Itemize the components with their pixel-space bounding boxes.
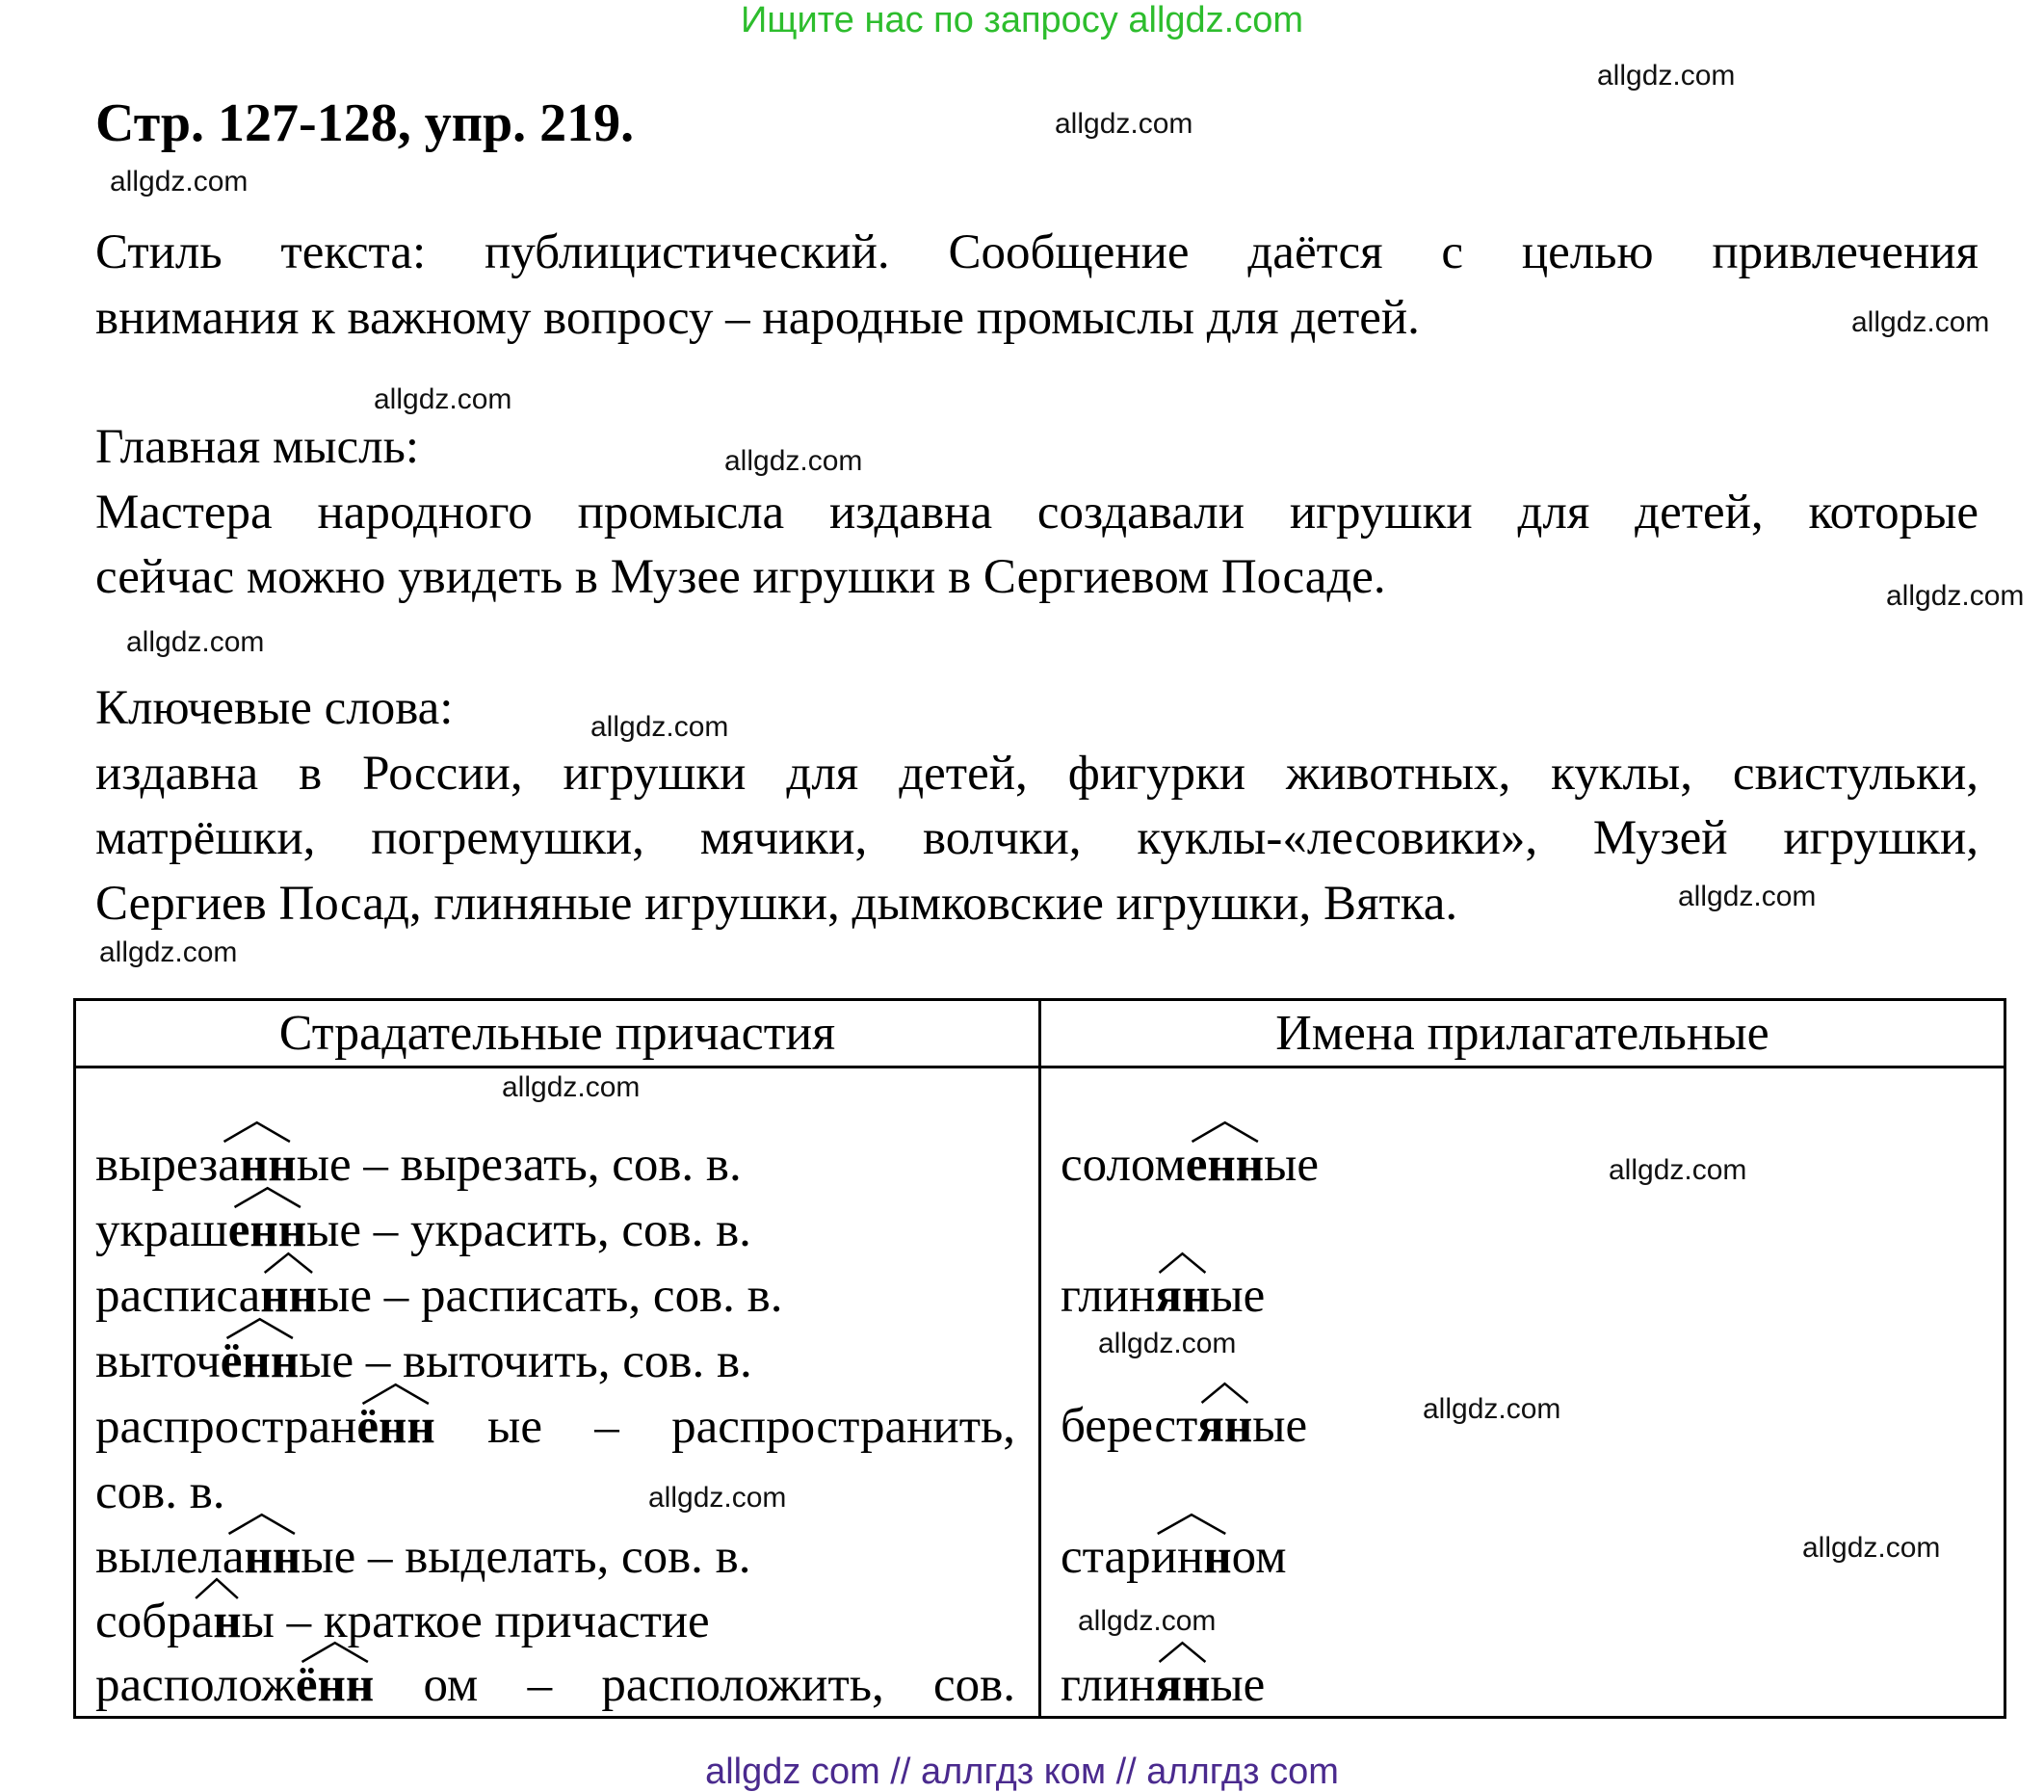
table-cell-word	[95, 1398, 1015, 1456]
word-rest: ом – расположить, сов.	[423, 1658, 1016, 1712]
word-stem: солом	[1061, 1138, 1186, 1192]
suffix-arc-icon	[221, 1317, 299, 1338]
suffix-arc-icon	[1151, 1513, 1232, 1534]
suffix-with-arc	[1186, 1136, 1264, 1194]
watermark-text: allgdz.com	[374, 383, 512, 415]
suffix-with-arc	[221, 1332, 299, 1390]
suffix-bold: ённ	[356, 1400, 435, 1454]
suffix-bold: ённ	[220, 1334, 300, 1388]
table-cell-word	[95, 1463, 225, 1521]
search-banner-link[interactable]: Ищите нас по запросу allgdz.com	[740, 0, 1303, 40]
word-rest: ые	[1264, 1138, 1320, 1192]
suffix-arc-icon	[1186, 1120, 1264, 1142]
word-rest: ые – украсить, сов. в.	[306, 1203, 751, 1257]
watermark-text: allgdz.com	[99, 936, 238, 968]
keywords-line: матрёшки, погремушки, мячики, волчки, куклы-«лесовики», Музей игрушки,	[95, 811, 1978, 865]
watermark-text: allgdz.com	[1597, 60, 1736, 92]
watermark-text: allgdz.com	[1609, 1154, 1747, 1186]
exercise-title: Стр. 127-128, упр. 219.	[95, 93, 635, 153]
suffix-arc-icon	[192, 1577, 242, 1598]
suffix-plain: ин	[1150, 1530, 1204, 1584]
word-stem: собр	[95, 1594, 192, 1648]
word-rest: ы – краткое причастие	[241, 1594, 710, 1648]
watermark-text: allgdz.com	[502, 1071, 641, 1103]
suffix-bold: н	[213, 1594, 242, 1648]
word-rest: ые	[1252, 1399, 1308, 1453]
header-divider	[76, 1066, 2004, 1068]
watermark-text: allgdz.com	[126, 626, 265, 658]
watermark-text: allgdz.com	[1886, 580, 2025, 612]
suffix-bold: нн	[244, 1530, 301, 1584]
suffix-bold: ённ	[295, 1658, 375, 1712]
suffix-arc-icon	[218, 1120, 296, 1142]
table-cell-word	[95, 1656, 1015, 1714]
suffix-bold: нн	[260, 1269, 318, 1323]
suffix-with-arc	[1197, 1397, 1252, 1455]
suffix-with-arc	[218, 1136, 296, 1194]
word-rest: ом	[1231, 1530, 1287, 1584]
watermark-text: allgdz.com	[1098, 1328, 1237, 1359]
suffix-arc-icon	[260, 1252, 317, 1273]
suffix-bold: ян	[1197, 1399, 1253, 1453]
watermark-text: allgdz.com	[1802, 1532, 1941, 1564]
table-cell-word	[1061, 1136, 1319, 1194]
main-idea-line: сейчас можно увидеть в Музее игрушки в Сергиевом Посаде.	[95, 550, 1386, 604]
suffix-arc-icon	[296, 1641, 374, 1662]
watermark-text: allgdz.com	[1678, 881, 1817, 912]
suffix-with-arc	[228, 1201, 306, 1259]
table-cell-word	[95, 1267, 782, 1325]
suffix-bold: нн	[239, 1138, 297, 1192]
watermark-text: allgdz.com	[1423, 1393, 1561, 1425]
main-idea-line: Мастера народного промысла издавна создавали игрушки для детей, которые	[95, 486, 1978, 540]
word-rest: ые – распространить,	[487, 1400, 1015, 1454]
style-paragraph-line: внимания к важному вопросу – народные промыслы для детей.	[95, 291, 1420, 345]
suffix-plain: а	[222, 1530, 245, 1584]
table-cell-word	[1061, 1397, 1307, 1455]
suffix-with-arc	[260, 1267, 317, 1325]
word-stem: располож	[95, 1658, 296, 1712]
word-stem: украш	[95, 1203, 228, 1257]
keywords-line: Сергиев Посад, глиняные игрушки, дымковские игрушки, Вятка.	[95, 877, 1458, 931]
suffix-with-arc	[1151, 1528, 1232, 1586]
keywords-line: издавна в России, игрушки для детей, фигурки животных, куклы, свистульки,	[95, 747, 1978, 801]
suffix-plain: а	[191, 1594, 214, 1648]
suffix-with-arc	[1155, 1656, 1210, 1714]
word-rest: ые – расписать, сов. в.	[317, 1269, 783, 1323]
participles-table	[73, 998, 2006, 1719]
suffix-arc-icon	[223, 1513, 301, 1534]
watermark-text: allgdz.com	[1851, 306, 1990, 338]
suffix-arc-icon	[356, 1383, 434, 1404]
word-rest: ые – вырезать, сов. в.	[296, 1138, 742, 1192]
word-stem: глин	[1061, 1269, 1156, 1323]
table-cell-word	[95, 1332, 752, 1390]
table-cell-word	[95, 1593, 710, 1650]
suffix-arc-icon	[1197, 1382, 1252, 1403]
footer-links[interactable]: allgdz com // аллгдз ком // аллгдз com	[705, 1752, 1339, 1792]
suffix-bold: енн	[227, 1203, 307, 1257]
watermark-text: allgdz.com	[590, 711, 729, 743]
word-stem: стар	[1061, 1530, 1151, 1584]
style-paragraph-line: Стиль текста: публицистический. Сообщение даётся с целью привлечения	[95, 225, 1978, 279]
word-stem: берест	[1061, 1399, 1198, 1453]
suffix-bold: ян	[1155, 1658, 1211, 1712]
suffix-with-arc	[192, 1593, 242, 1650]
table-cell-word	[95, 1201, 751, 1259]
keywords-heading: Ключевые слова:	[95, 681, 454, 735]
suffix-with-arc	[1155, 1267, 1210, 1325]
table-cell-word	[1061, 1656, 1265, 1714]
table-cell-word	[1061, 1267, 1265, 1325]
suffix-with-arc	[356, 1398, 434, 1456]
suffix-with-arc	[296, 1656, 374, 1714]
watermark-text: allgdz.com	[724, 445, 863, 477]
watermark-text: allgdz.com	[648, 1482, 787, 1514]
suffix-arc-icon	[1155, 1252, 1210, 1273]
word-stem: распростран	[95, 1400, 357, 1454]
watermark-text: allgdz.com	[1078, 1605, 1217, 1637]
word-stem: глин	[1061, 1658, 1156, 1712]
word-stem: вырез	[95, 1138, 219, 1192]
table-cell-word	[95, 1136, 742, 1194]
word-stem: вылел	[95, 1530, 223, 1584]
suffix-plain: а	[218, 1138, 240, 1192]
word-stem: расписа	[95, 1269, 261, 1323]
watermark-text: allgdz.com	[1055, 108, 1193, 140]
header-adjectives: Имена прилагательные	[1275, 1006, 1769, 1061]
word-rest: ые	[1210, 1658, 1266, 1712]
suffix-arc-icon	[228, 1186, 306, 1207]
suffix-bold: ян	[1155, 1269, 1211, 1323]
word-rest: сов. в.	[95, 1465, 225, 1519]
word-rest: ые – выточить, сов. в.	[299, 1334, 752, 1388]
table-cell-word	[1061, 1528, 1286, 1586]
watermark-text: allgdz.com	[110, 166, 249, 198]
suffix-bold: н	[1203, 1530, 1232, 1584]
suffix-arc-icon	[1155, 1641, 1210, 1662]
word-rest: ые	[1210, 1269, 1266, 1323]
column-divider	[1038, 1001, 1041, 1716]
suffix-bold: енн	[1185, 1138, 1265, 1192]
word-rest: ые – выделать, сов. в.	[301, 1530, 751, 1584]
word-stem: выточ	[95, 1334, 221, 1388]
header-passive-participles: Страдательные причастия	[278, 1006, 836, 1061]
main-idea-heading: Главная мысль:	[95, 420, 420, 474]
